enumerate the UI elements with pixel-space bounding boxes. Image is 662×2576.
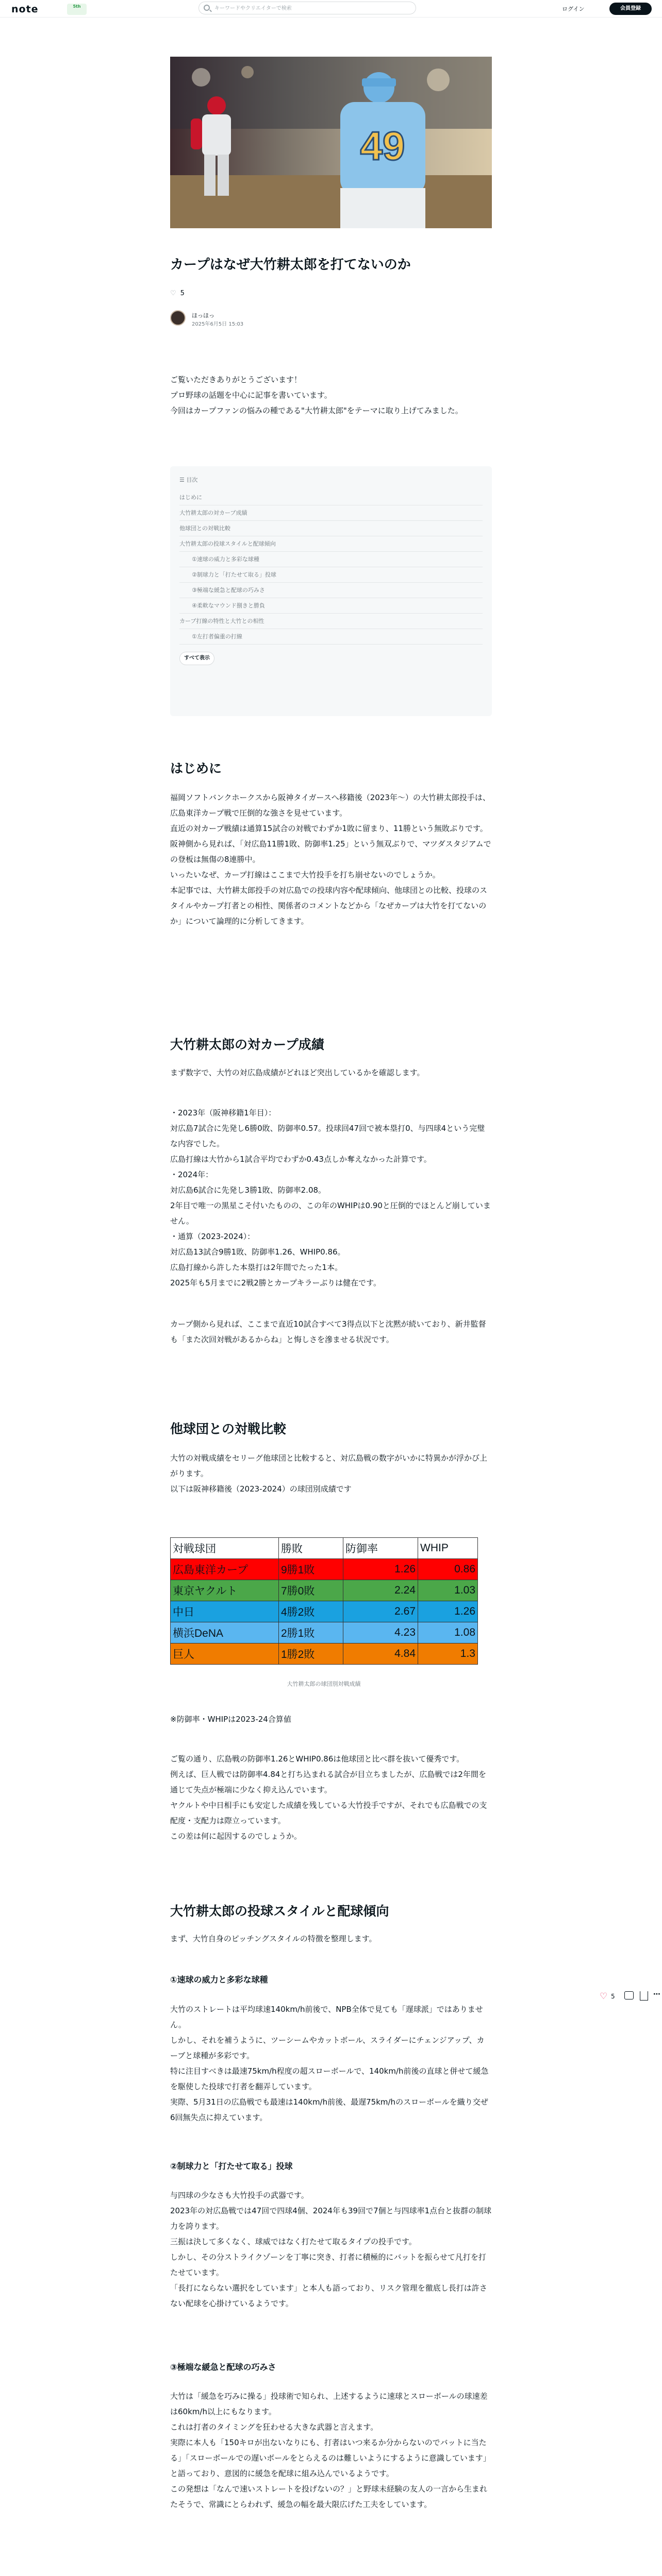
section-heading-style: 大竹耕太郎の投球スタイルと配球傾向 bbox=[170, 1904, 389, 1919]
record-cell: 1勝2敗 bbox=[279, 1643, 343, 1665]
section-heading-intro: はじめに bbox=[170, 761, 222, 776]
section-body: 大竹のストレートは平均球速140km/h前後で、NPB全体で見ても「遅球派」ではありません。 しかし、それを補うように、ツーシームやカットボール、スライダーにチェンジアップ、カーブと球種が多彩です。 特に注目すべきは最速75km/h程度の超スローボールで、140km/h前後の直球と併せて緩急を駆使した投球で打者を翻弄しています。 実際、5月31日の広島戦でも最速は140km/h前後、最遅75km/hのスローボールを織り交ぜ6回無失点に抑えています。 bbox=[170, 2005, 489, 2122]
table-header-cell: 対戦球団 bbox=[171, 1538, 279, 1559]
note-logo[interactable]: note bbox=[11, 4, 39, 15]
section-heading-comparison: 他球団との対戦比較 bbox=[170, 1421, 287, 1436]
section-body: ご覧の通り、広島戦の防御率1.26とWHIP0.86は他球団と比べ群を抜いて優秀です。 例えば、巨人戦では防御率4.84と打ち込まれる試合が目立ちましたが、広島戦では2年間を通じて失点が極端に少なく抑え込んでいます。 ヤクルトや中日相手にも安定した成績を残している大竹投手ですが、それでも広島戦での支配度・支配力は際立っています。 この差は何に起因するのでしょうか。 bbox=[170, 1754, 487, 1841]
team-cell: 中日 bbox=[171, 1601, 279, 1622]
section-heading-stats: 大竹耕太郎の対カープ成績 bbox=[170, 1037, 324, 1052]
table-header-row bbox=[171, 1538, 478, 1559]
article-title: カープはなぜ大竹耕太郎を打てないのか bbox=[170, 257, 411, 273]
record-cell: 4勝2敗 bbox=[279, 1601, 343, 1622]
section-body: 大竹は「緩急を巧みに操る」投球術で知られ、上述するように速球とスローボールの球速差は60km/h以上にもなります。 これは打者のタイミングを狂わせる大きな武器と言えます。 実際に本人も「150キロが出ないなりにも、打者はいつ来るか分からないのでバットに当たる」「スローボールでの遅いボールをとらえるのは難しいようにするように意識しています」と語っており、意図的に緩急を配球に組み込んでいるようです。 この発想は「なんで速いストレートを投げないの？」と野球未経験の友人の一言から生まれたそうで、常識にとらわれず、緩急の幅を最大限広げた工夫をしています。 bbox=[170, 2392, 491, 2509]
table-of-contents bbox=[170, 466, 492, 716]
anniversary-badge: 5th bbox=[67, 4, 87, 15]
team-cell: 巨人 bbox=[171, 1643, 279, 1665]
table-row bbox=[171, 1559, 478, 1580]
section-body: まず数字で、大竹の対広島成績がどれほど突出しているかを確認します。 bbox=[170, 1068, 425, 1077]
toc-item[interactable]: 大竹耕太郎の投球スタイルと配球傾向 bbox=[179, 536, 483, 552]
table-row bbox=[171, 1643, 478, 1665]
whip-cell: 1.3 bbox=[418, 1643, 478, 1665]
heart-icon[interactable]: ♡ bbox=[600, 1991, 608, 2002]
whip-cell: 1.08 bbox=[418, 1622, 478, 1643]
era-cell: 2.24 bbox=[343, 1580, 418, 1601]
section-body: 大竹の対戦成績をセリーグ他球団と比較すると、対広島戦の数字がいかに特異かが浮かび上がります。 以下は阪神移籍後（2023-2024）の球団別成績です bbox=[170, 1453, 488, 1494]
era-cell: 1.26 bbox=[343, 1559, 418, 1580]
subsection-heading: ②制球力と「打たせて取る」投球 bbox=[170, 2161, 293, 2171]
toc-item[interactable]: ②制球力と「打たせて取る」投球 bbox=[179, 567, 483, 583]
toc-item[interactable]: ④柔軟なマウンド捌きと勝負 bbox=[179, 598, 483, 614]
table-row bbox=[171, 1601, 478, 1622]
table-header-cell: 防御率 bbox=[343, 1538, 418, 1559]
toc-item[interactable]: ①左打者偏重の打線 bbox=[179, 629, 483, 645]
author-block[interactable] bbox=[170, 309, 376, 330]
team-cell: 横浜DeNA bbox=[171, 1622, 279, 1643]
section-body: カープ側から見れば、ここまで直近10試合すべて3得点以下と沈黙が続いており、新井監督も「また次回対戦があるからね」と悔しさを滲ませる状況です。 bbox=[170, 1319, 486, 1344]
toc-item[interactable]: 他球団との対戦比較 bbox=[179, 521, 483, 536]
section-body: まず、大竹自身のピッチングスタイルの特徴を整理します。 bbox=[170, 1934, 377, 1943]
table-note: ※防御率・WHIPは2023-24合算値 bbox=[170, 1715, 291, 1724]
era-cell: 2.67 bbox=[343, 1601, 418, 1622]
stats-block: ・2023年（阪神移籍1年目）： 対広島7試合に先発し6勝0敗、防御率0.57。投球回47回で被本塁打0、与四球4という完璧な内容でした。 広島打線は大竹から1試合平均でわずか0.43点しか奪えなかった計算です。 ・2024年： 対広島6試合に先発し3勝1敗、防御率2.08。 2年目で唯一の黒星こそ付いたものの、この年のWHIPは0.90と圧倒的でほとんど崩していません。 ・通算（2023-2024）： 対広島13試合9勝1敗、防御率1.26、WHIP0.86。 広島打線から許した本塁打は2年間でたった1本。 2025年も5月までに2戦2勝とカープキラーぶりは健在です。 bbox=[170, 1108, 491, 1287]
era-cell: 4.84 bbox=[343, 1643, 418, 1665]
author-name[interactable]: ほっほっ bbox=[192, 312, 214, 319]
team-stats-table bbox=[170, 1537, 478, 1665]
avatar[interactable] bbox=[170, 310, 186, 326]
signup-button[interactable]: 会員登録 bbox=[609, 3, 652, 15]
table-caption: 大竹耕太郎の球団別対戦成績 bbox=[287, 1681, 361, 1687]
list-icon: ☰ bbox=[179, 477, 187, 483]
section-body: 与四球の少なさも大竹投手の武器です。 2023年の対広島戦では47回で四球4個、2024年も39回で7個と与四球率1点台と抜群の制球力を誇ります。 三振は決して多くなく、球威ではなく打たせて取るタイプの投手です。 しかし、その分ストライクゾーンを丁寧に突き、打者に積極的にバットを振らせて凡打を打たせています。 「長打にならない選択をしています」と本人も語っており、リスク管理を徹底し長打は許さない配球を心掛けているようです。 bbox=[170, 2191, 492, 2308]
section-body: 福岡ソフトバンクホークスから阪神タイガースへ移籍後（2023年〜）の大竹耕太郎投手は、広島東洋カープ戦で圧倒的な強さを見せています。 直近の対カープ戦績は通算15試合の対戦でわずか1敗に留まり、11勝という無敗ぶりです。 阪神側から見れば、「対広島11勝1敗、防御率1.25」という無双ぶりで、マツダスタジアムでの登板は無傷の8連勝中。 いったいなぜ、カープ打線はここまで大竹投手を打ち崩せないのでしょうか。 本記事では、大竹耕太郎投手の対広島での投球内容や配球傾向、他球団との比較、投球のスタイルやカープ打者との相性、関係者のコメントなどから「なぜカープは大竹を打てないのか」について論理的に分析してきます。 bbox=[170, 793, 491, 926]
subsection-heading: ①速球の威力と多彩な球種 bbox=[170, 1975, 268, 1985]
side-like-count: 5 bbox=[611, 1993, 615, 2000]
toc-item[interactable]: ③極端な緩急と配球の巧みさ bbox=[179, 583, 483, 598]
like-counter[interactable] bbox=[170, 290, 185, 297]
toc-item[interactable]: はじめに bbox=[179, 490, 483, 505]
hero-image bbox=[170, 57, 492, 228]
whip-cell: 0.86 bbox=[418, 1559, 478, 1580]
team-cell: 東京ヤクルト bbox=[171, 1580, 279, 1601]
team-cell: 広島東洋カープ bbox=[171, 1559, 279, 1580]
record-cell: 2勝1敗 bbox=[279, 1622, 343, 1643]
whip-cell: 1.03 bbox=[418, 1580, 478, 1601]
toc-item[interactable]: 大竹耕太郎の対カープ成績 bbox=[179, 505, 483, 521]
search-input[interactable] bbox=[214, 4, 410, 13]
toc-item[interactable]: カープ打線の特性と大竹との相性 bbox=[179, 614, 483, 629]
more-icon[interactable]: ⋯ bbox=[653, 1990, 660, 1998]
record-cell: 7勝0敗 bbox=[279, 1580, 343, 1601]
search-box[interactable] bbox=[198, 2, 416, 14]
publish-date: 2025年6月5日 15:03 bbox=[192, 321, 244, 327]
toc-show-all-button[interactable]: すべて表示 bbox=[179, 652, 214, 665]
login-link[interactable]: ログイン bbox=[562, 6, 585, 12]
era-cell: 4.23 bbox=[343, 1622, 418, 1643]
search-icon bbox=[204, 5, 210, 11]
subsection-heading: ③極端な緩急と配球の巧みさ bbox=[170, 2362, 276, 2372]
table-row bbox=[171, 1580, 478, 1601]
record-cell: 9勝1敗 bbox=[279, 1559, 343, 1580]
global-header bbox=[0, 0, 662, 18]
table-row bbox=[171, 1622, 478, 1643]
heart-icon[interactable]: ♡ bbox=[170, 290, 176, 297]
like-count: 5 bbox=[180, 290, 185, 297]
whip-cell: 1.26 bbox=[418, 1601, 478, 1622]
table-header-cell: 勝敗 bbox=[279, 1538, 343, 1559]
toc-heading: ☰ 目次 bbox=[179, 477, 198, 483]
jersey-number: 49 bbox=[360, 123, 405, 168]
comment-icon[interactable] bbox=[624, 1991, 634, 1999]
table-header-cell: WHIP bbox=[418, 1538, 478, 1559]
toc-item[interactable]: ①速球の威力と多彩な球種 bbox=[179, 552, 483, 567]
intro-text: ご覧いただきありがとうございます！ プロ野球の話題を中心に記事を書いています。 今回はカープファンの悩みの種である"大竹耕太郎"をテーマに取り上げてみました。 bbox=[170, 375, 463, 415]
share-icon[interactable] bbox=[640, 1991, 648, 2001]
